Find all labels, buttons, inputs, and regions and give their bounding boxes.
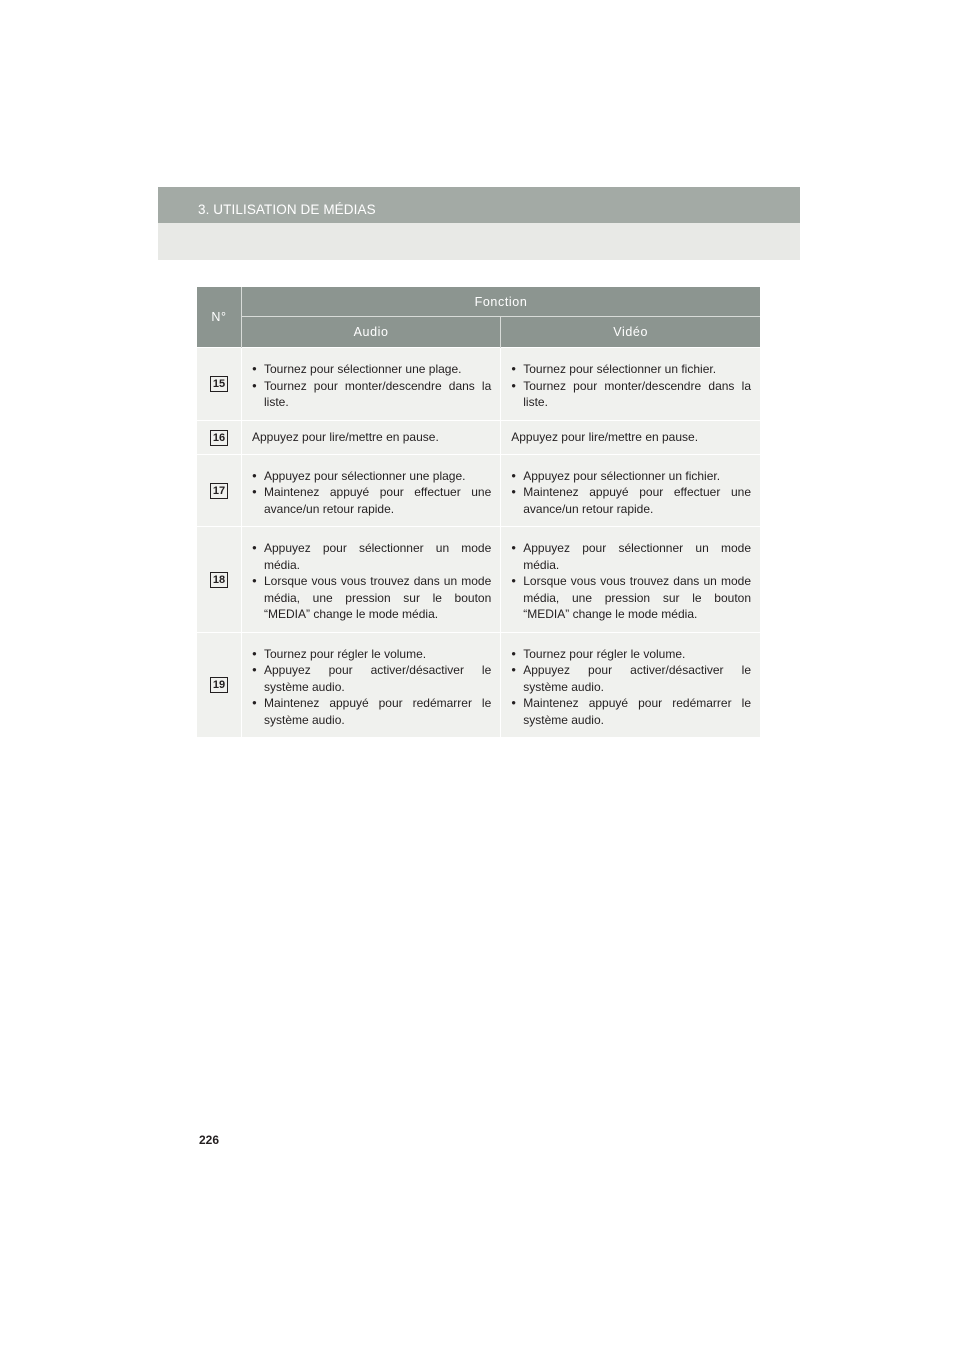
- number-19-icon: 19: [210, 677, 228, 693]
- list-item: ● Appuyez pour sélectionner une plage.: [252, 468, 491, 485]
- video-cell: Appuyez pour lire/mettre en pause.: [501, 420, 760, 454]
- list-item: ● Maintenez appuyé pour effectuer une avance/un retour rapide.: [511, 484, 751, 517]
- function-table: [197, 287, 760, 737]
- header-function: Fonction: [242, 287, 761, 317]
- list-item: ● Tournez pour monter/descendre dans la liste.: [252, 378, 491, 411]
- list-item: ● Maintenez appuyé pour redémarrer le système audio.: [511, 695, 751, 728]
- row-number-cell: [197, 420, 242, 454]
- audio-cell: [242, 527, 501, 633]
- header-number: N°: [197, 287, 242, 348]
- video-cell: [501, 632, 760, 737]
- list-item: ● Appuyez pour activer/désactiver le système audio.: [511, 662, 751, 695]
- row-number-cell: [197, 454, 242, 527]
- list-item: ● Appuyez pour sélectionner un mode média.: [252, 540, 491, 573]
- list-item: ● Tournez pour sélectionner un fichier.: [511, 361, 751, 378]
- row-number-cell: [197, 527, 242, 633]
- video-cell: [501, 527, 760, 633]
- row-number-cell: [197, 632, 242, 737]
- video-cell: [501, 454, 760, 527]
- number-17-icon: 17: [210, 483, 228, 499]
- list-item: ● Tournez pour régler le volume.: [511, 646, 751, 663]
- table-row: [197, 632, 760, 737]
- number-16-icon: 16: [210, 430, 228, 446]
- list-item: ● Lorsque vous vous trouvez dans un mode média, une pression sur le bouton “MEDIA” change le mode média.: [252, 573, 491, 623]
- list-item: ● Appuyez pour sélectionner un fichier.: [511, 468, 751, 485]
- audio-cell: [242, 632, 501, 737]
- header-video: Vidéo: [501, 317, 760, 348]
- list-item: ● Appuyez pour activer/désactiver le système audio.: [252, 662, 491, 695]
- table-row: [197, 454, 760, 527]
- list-item: ● Tournez pour monter/descendre dans la liste.: [511, 378, 751, 411]
- audio-cell: Appuyez pour lire/mettre en pause.: [242, 420, 501, 454]
- list-item: ● Appuyez pour sélectionner un mode média.: [511, 540, 751, 573]
- section-header-bar: [158, 187, 800, 223]
- table-row: [197, 420, 760, 454]
- list-item: ● Tournez pour sélectionner une plage.: [252, 361, 491, 378]
- row-number-cell: [197, 348, 242, 421]
- header-band: [158, 187, 800, 260]
- list-item: ● Maintenez appuyé pour redémarrer le système audio.: [252, 695, 491, 728]
- list-item: ● Maintenez appuyé pour effectuer une avance/un retour rapide.: [252, 484, 491, 517]
- header-audio: Audio: [242, 317, 501, 348]
- audio-cell: [242, 348, 501, 421]
- audio-cell: [242, 454, 501, 527]
- list-item: ● Tournez pour régler le volume.: [252, 646, 491, 663]
- number-18-icon: 18: [210, 572, 228, 588]
- section-title: 3. UTILISATION DE MÉDIAS: [198, 202, 376, 217]
- page-number: 226: [199, 1133, 220, 1147]
- table-row: [197, 348, 760, 421]
- number-15-icon: 15: [210, 376, 228, 392]
- list-item: ● Lorsque vous vous trouvez dans un mode média, une pression sur le bouton “MEDIA” change le mode média.: [511, 573, 751, 623]
- video-cell: [501, 348, 760, 421]
- table-row: [197, 527, 760, 633]
